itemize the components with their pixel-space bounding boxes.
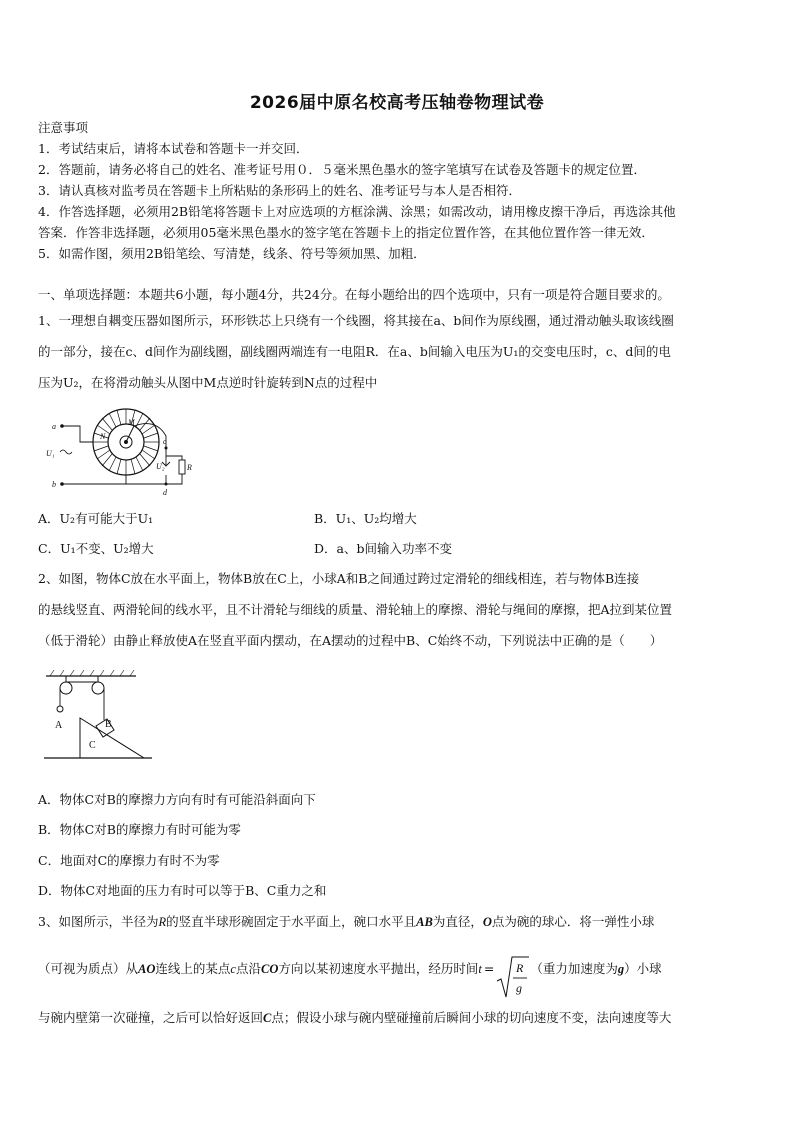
- label-m: M: [128, 418, 135, 427]
- q1-line-1: 1、一理想自耦变压器如图所示，环形铁芯上只绕有一个线圈，将其接在a、b间作为原线圈，通过滑动触头取该线圈: [38, 313, 674, 328]
- q3-text: 点沿: [235, 961, 261, 976]
- notice-item-5: 5．如需作图，须用2B铅笔绘、写清楚，线条、符号等须加黑、加粗．: [38, 246, 426, 261]
- label-r: R: [187, 463, 192, 472]
- q1-option-b[interactable]: B．U₁、U₂均增大: [314, 511, 417, 526]
- notice-heading: 注意事项: [38, 120, 89, 135]
- q3-text: ）小球: [624, 961, 662, 976]
- q3-var-t: t: [478, 962, 482, 976]
- label-b: b: [52, 480, 56, 489]
- q2-line-2: 的悬线竖直、两滑轮间的线水平，且不计滑轮与细线的质量、滑轮轴上的摩擦、滑轮与绳间的摩擦，把A拉到某位置: [38, 602, 673, 617]
- q1-line-3: 压为U₂，在将滑动触头从图中M点逆时针旋转到N点的过程中: [38, 375, 378, 390]
- q3-var-r: R: [158, 915, 167, 929]
- wedge-c: [80, 718, 144, 758]
- ac-source-symbol: [60, 450, 72, 454]
- q3-var-co: CO: [260, 962, 279, 976]
- q2-line-1: 2、如图，物体C放在水平面上，物体B放在C上，小球A和B之间通过跨过定滑轮的细线相连，若与物体B连接: [38, 571, 640, 586]
- q3-var-o: O: [482, 915, 492, 929]
- exam-title: 2026届中原名校高考压轴卷物理试卷: [249, 93, 545, 113]
- q3-text: 与碗内壁第一次碰撞，之后可以恰好返回: [38, 1010, 264, 1025]
- q3-line-2: [38, 960, 760, 995]
- label-d: d: [163, 488, 167, 497]
- pulley-incline-figure: [44, 668, 154, 764]
- toroid-core: [93, 409, 159, 475]
- q3-var-c: c: [230, 962, 236, 976]
- ball-a: [57, 706, 63, 712]
- q1-option-a[interactable]: A．U₂有可能大于U₁: [38, 511, 154, 526]
- label-block-b: B: [105, 719, 112, 730]
- q3-text: 方向以某初速度水平抛出，经历时间: [278, 961, 479, 976]
- q3-text: 3、如图所示，半径为: [38, 914, 159, 929]
- q3-text: 连线上的某点: [155, 961, 231, 976]
- label-c: c: [163, 437, 167, 446]
- q3-var-ao: AO: [138, 962, 156, 976]
- q3-text: 点；假设小球与碗内壁碰撞前后瞬间小球的切向速度不变，法向速度等大: [271, 1010, 672, 1025]
- notice-item-1: 1．考试结束后，请将本试卷和答题卡一并交回．: [38, 141, 309, 156]
- pulleys: [60, 676, 104, 694]
- label-u1: U₁: [46, 449, 55, 458]
- q3-line-1: [38, 913, 760, 931]
- q3-text: 点为碗的球心．将一弹性小球: [491, 914, 655, 929]
- strings: [60, 682, 104, 720]
- autotransformer-figure: [44, 406, 214, 498]
- q3-var-g: g: [617, 962, 625, 976]
- q3-text: （可视为质点）从: [38, 961, 139, 976]
- q2-option-c[interactable]: C．地面对C的摩擦力有时不为零: [38, 853, 220, 868]
- label-a: a: [52, 422, 56, 431]
- q2-option-a[interactable]: A．物体C对B的摩擦力方向有时有可能沿斜面向下: [38, 792, 316, 807]
- sqrt-radical-icon: [496, 955, 530, 1001]
- label-u2: U₂: [156, 462, 165, 471]
- q3-text: （重力加速度为: [530, 961, 618, 976]
- q1-option-d[interactable]: D．a、b间输入功率不变: [314, 541, 452, 556]
- notice-item-3: 3．请认真核对监考员在答题卡上所粘贴的条形码上的姓名、准考证号与本人是否相符．: [38, 183, 521, 198]
- section-heading: 一、单项选择题：本题共6小题，每小题4分，共24分。在每小题给出的四个选项中，只有一项是符合题目要求的。: [38, 287, 670, 302]
- q3-var-c-point: C: [263, 1011, 272, 1025]
- q3-var-ab: AB: [416, 915, 433, 929]
- q3-equals: =: [483, 961, 495, 976]
- notice-item-4-cont: 答案．作答非选择题，必须用05毫米黑色墨水的签字笔在答题卡上的指定位置作答，在其他位置作答一律无效．: [38, 225, 654, 240]
- q1-line-2: 的一部分，接在c、d间作为副线圈，副线圈两端连有一电阻R．在a、b间输入电压为U₁的交变电压时，c、d间的电: [38, 344, 671, 359]
- q2-option-b[interactable]: B．物体C对B的摩擦力有时可能为零: [38, 822, 241, 837]
- notice-item-2: 2．答题前，请务必将自己的姓名、准考证号用０．５毫米黑色墨水的签字笔填写在试卷及答题卡的规定位置．: [38, 162, 646, 177]
- label-wedge-c: C: [89, 740, 96, 751]
- notice-item-4: 4．作答选择题，必须用2B铅笔将答题卡上对应选项的方框涂满、涂黑；如需改动，请用橡皮擦干净后，再选涂其他: [38, 204, 676, 219]
- q2-option-d[interactable]: D．物体C对地面的压力有时可以等于B、C重力之和: [38, 883, 327, 898]
- fraction-numerator: R: [516, 961, 524, 975]
- q3-text: 的竖直半球形碗固定于水平面上，碗口水平且: [166, 914, 417, 929]
- fraction-denominator: g: [516, 981, 523, 995]
- q2-line-3: （低于滑轮）由静止释放使A在竖直平面内摆动，在A摆动的过程中B、C始终不动，下列说法中正确的是（ ）: [38, 633, 663, 648]
- q3-text: 为直径，: [432, 914, 483, 929]
- label-ball-a: A: [55, 720, 63, 731]
- q1-option-c[interactable]: C．U₁不变、U₂增大: [38, 541, 154, 556]
- label-n: N: [100, 432, 106, 441]
- q3-line-3: [38, 1009, 760, 1027]
